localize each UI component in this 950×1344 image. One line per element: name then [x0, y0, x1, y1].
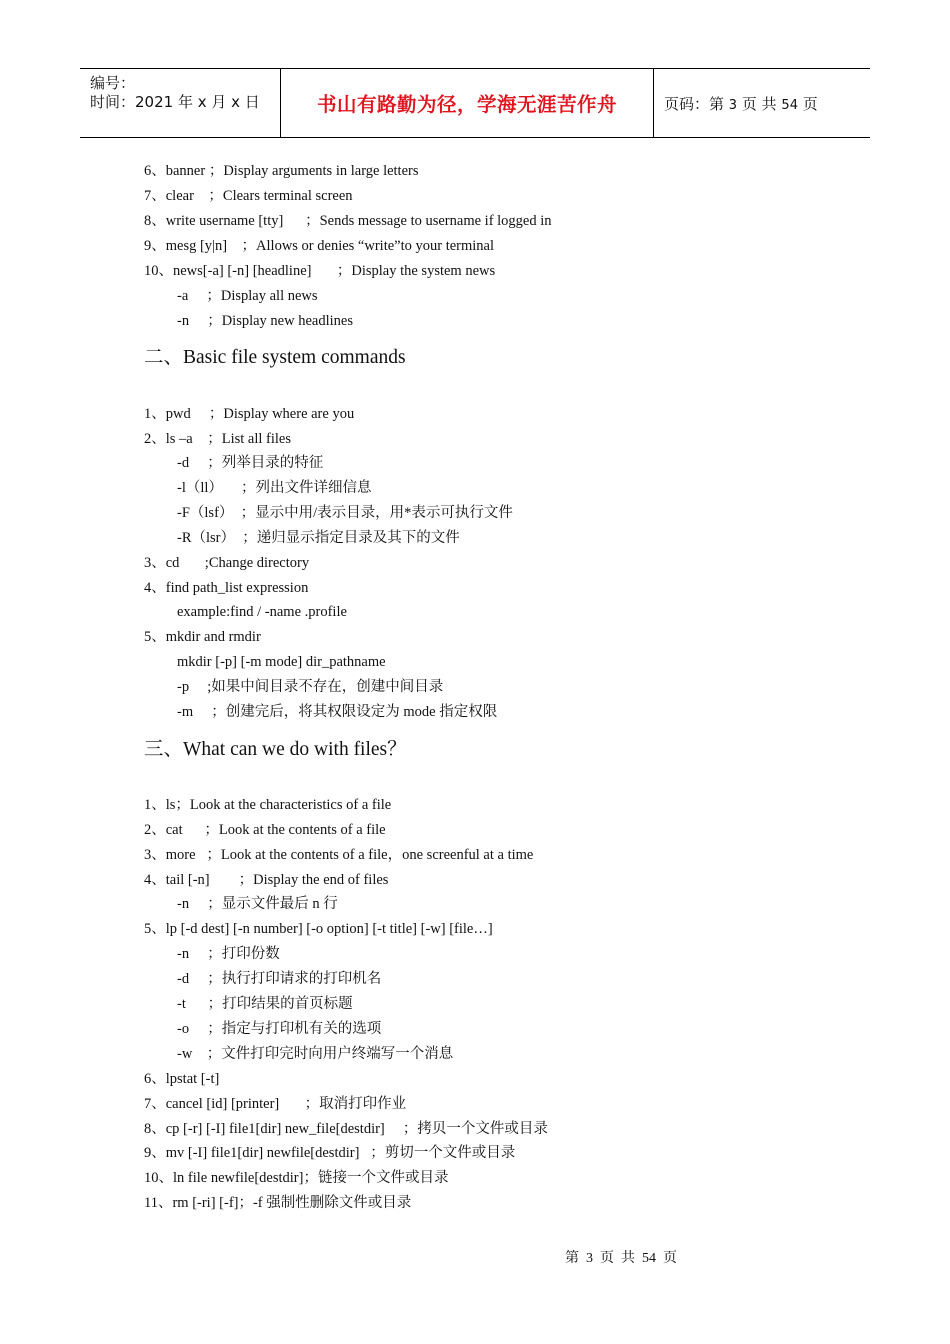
- page-total: 54: [781, 97, 798, 113]
- page-label-mid: 页 共: [741, 94, 777, 113]
- syntax-line: mkdir [-p] [-m mode] dir_pathname: [177, 654, 386, 670]
- command-line: 10、ln file newfile[destdir]；链接一个文件或目录: [144, 1170, 449, 1186]
- command-line: 7、cancel [id] [printer] ；取消打印作业: [144, 1096, 407, 1112]
- command-line: 8、cp [-r] [-I] file1[dir] new_file[destdir] ；拷贝一个文件或目录: [144, 1121, 548, 1137]
- command-line: 6、banner ；Display arguments in large letters: [144, 163, 419, 179]
- option-line: -t ；打印结果的首页标题: [177, 996, 353, 1012]
- command-line: 4、tail [-n] ；Display the end of files: [144, 872, 389, 888]
- motto-text: 书山有路勤为径，学海无涯苦作舟: [316, 93, 617, 116]
- command-line: 7、clear ；Clears terminal screen: [144, 188, 353, 204]
- page-footer: 第 3 页 共 54 页: [565, 1251, 677, 1266]
- command-line: 9、mesg [y|n] ；Allows or denies “write”to your terminal: [144, 238, 495, 254]
- command-line: 2、ls –a ；List all files: [144, 431, 291, 447]
- command-line: 3、more ；Look at the contents of a file，one screenful at a time: [144, 847, 534, 863]
- command-line: 9、mv [-I] file1[dir] newfile[destdir] ；剪切一个文件或目录: [144, 1145, 516, 1161]
- option-line: -d ；列举目录的特征: [177, 455, 324, 471]
- command-line: 10、news[-a] [-n] [headline] ；Display the system news: [144, 263, 496, 279]
- command-line: 5、lp [-d dest] [-n number] [-o option] [-t title] [-w] [file…]: [144, 921, 493, 937]
- option-line: -o ；指定与打印机有关的选项: [177, 1021, 382, 1037]
- page-header: [80, 68, 870, 138]
- command-line: 2、cat ；Look at the contents of a file: [144, 822, 386, 838]
- command-line: 3、cd ;Change directory: [144, 555, 310, 571]
- header-motto-cell: [281, 69, 654, 137]
- command-line: 5、mkdir and rmdir: [144, 629, 261, 645]
- page-current: 3: [728, 97, 738, 113]
- command-line: 4、find path_list expression: [144, 580, 309, 596]
- document-date-label: 时间：2021 年 x 月 x 日: [90, 93, 260, 111]
- section-heading: 三、What can we do with files？: [144, 739, 407, 760]
- section-heading: 二、Basic file system commands: [144, 347, 406, 368]
- option-line: -n ；打印份数: [177, 946, 280, 962]
- page-label-prefix: 页码：第: [664, 94, 725, 113]
- option-line: -F（lsf） ；显示中用/表示目录，用*表示可执行文件: [177, 505, 513, 521]
- option-line: -n ；Display new headlines: [177, 313, 353, 329]
- command-line: 1、ls；Look at the characteristics of a file: [144, 797, 392, 813]
- command-line: 8、write username [tty] ；Sends message to username if logged in: [144, 213, 552, 229]
- document-number-label: 编号：: [90, 74, 136, 92]
- header-info-cell: [80, 69, 281, 137]
- header-page-info: [664, 93, 818, 114]
- option-line: -a ；Display all news: [177, 288, 318, 304]
- option-line: -n ；显示文件最后 n 行: [177, 896, 338, 912]
- header-page-cell: [654, 69, 870, 137]
- command-line: 1、pwd ；Display where are you: [144, 406, 355, 422]
- option-line: -w ；文件打印完时向用户终端写一个消息: [177, 1046, 454, 1062]
- option-line: -l（ll） ；列出文件详细信息: [177, 480, 372, 496]
- page-label-suffix: 页: [802, 94, 818, 113]
- example-line: example:find / -name .profile: [177, 604, 347, 620]
- option-line: -R（lsr） ；递归显示指定目录及其下的文件: [177, 530, 460, 546]
- command-line: 11、rm [-ri] [-f]；-f 强制性删除文件或目录: [144, 1195, 412, 1211]
- option-line: -d ；执行打印请求的打印机名: [177, 971, 382, 987]
- option-line: -p ;如果中间目录不存在，创建中间目录: [177, 679, 444, 695]
- option-line: -m ；创建完后，将其权限设定为 mode 指定权限: [177, 704, 498, 720]
- command-line: 6、lpstat [-t]: [144, 1071, 220, 1087]
